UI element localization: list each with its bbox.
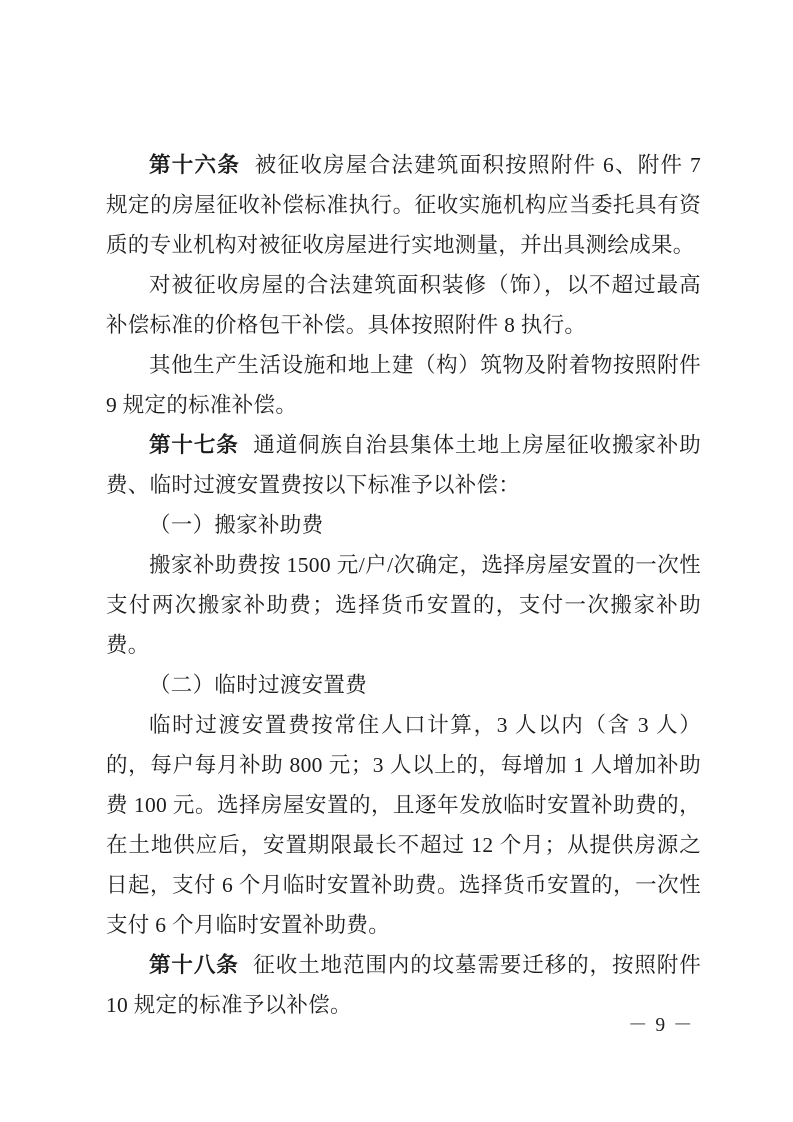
paragraph-text: 对被征收房屋的合法建筑面积装修（饰），以不超过最高补偿标准的价格包干补偿。具体按照附件 8 执行。	[106, 273, 701, 337]
paragraph-article-18	[106, 945, 701, 1025]
paragraph-article-16	[106, 145, 701, 265]
article-17-label: 第十七条	[149, 433, 239, 457]
page-footer	[628, 1009, 694, 1037]
paragraph-text: （二）临时过渡安置费	[149, 673, 368, 697]
paragraph-text: 征收土地范围内的坟墓需要迁移的，按照附件 10 规定的标准予以补偿。	[106, 953, 701, 1017]
paragraph-decoration-compensation	[106, 265, 701, 345]
paragraph-text: 临时过渡安置费按常住人口计算，3 人以内（含 3 人）的，每户每月补助 800 元；3 人以上的，每增加 1 人增加补助费 100 元。选择房屋安置的，且逐年发放临时安置补助费的，在土地供应后，安置期限最长不超过 12 个月；从提供房源之日起，支付 6 个月临时安置补助费。选择货币安置的，一次性支付 6 个月临时安置补助费。	[106, 713, 701, 937]
paragraph-text: 搬家补助费按 1500 元/户/次确定，选择房屋安置的一次性支付两次搬家补助费；选择货币安置的，支付一次搬家补助费。	[106, 553, 701, 657]
paragraph-other-facilities	[106, 345, 701, 425]
page-number: － 9 －	[628, 1015, 695, 1036]
paragraph-text: 被征收房屋合法建筑面积按照附件 6、附件 7 规定的房屋征收补偿标准执行。征收实施机构应当委托具有资质的专业机构对被征收房屋进行实地测量，并出具测绘成果。	[106, 153, 701, 257]
paragraph-item-1-title	[106, 505, 701, 545]
paragraph-transition-subsidy	[106, 705, 701, 945]
paragraph-article-17	[106, 425, 701, 505]
paragraph-text: （一）搬家补助费	[149, 513, 324, 537]
paragraph-text: 其他生产生活设施和地上建（构）筑物及附着物按照附件 9 规定的标准补偿。	[106, 353, 701, 417]
paragraph-moving-subsidy	[106, 545, 701, 665]
paragraph-text: 通道侗族自治县集体土地上房屋征收搬家补助费、临时过渡安置费按以下标准予以补偿：	[106, 433, 701, 497]
article-16-label: 第十六条	[149, 153, 241, 177]
article-18-label: 第十八条	[149, 953, 239, 977]
document-body	[106, 145, 701, 1025]
paragraph-item-2-title	[106, 665, 701, 705]
